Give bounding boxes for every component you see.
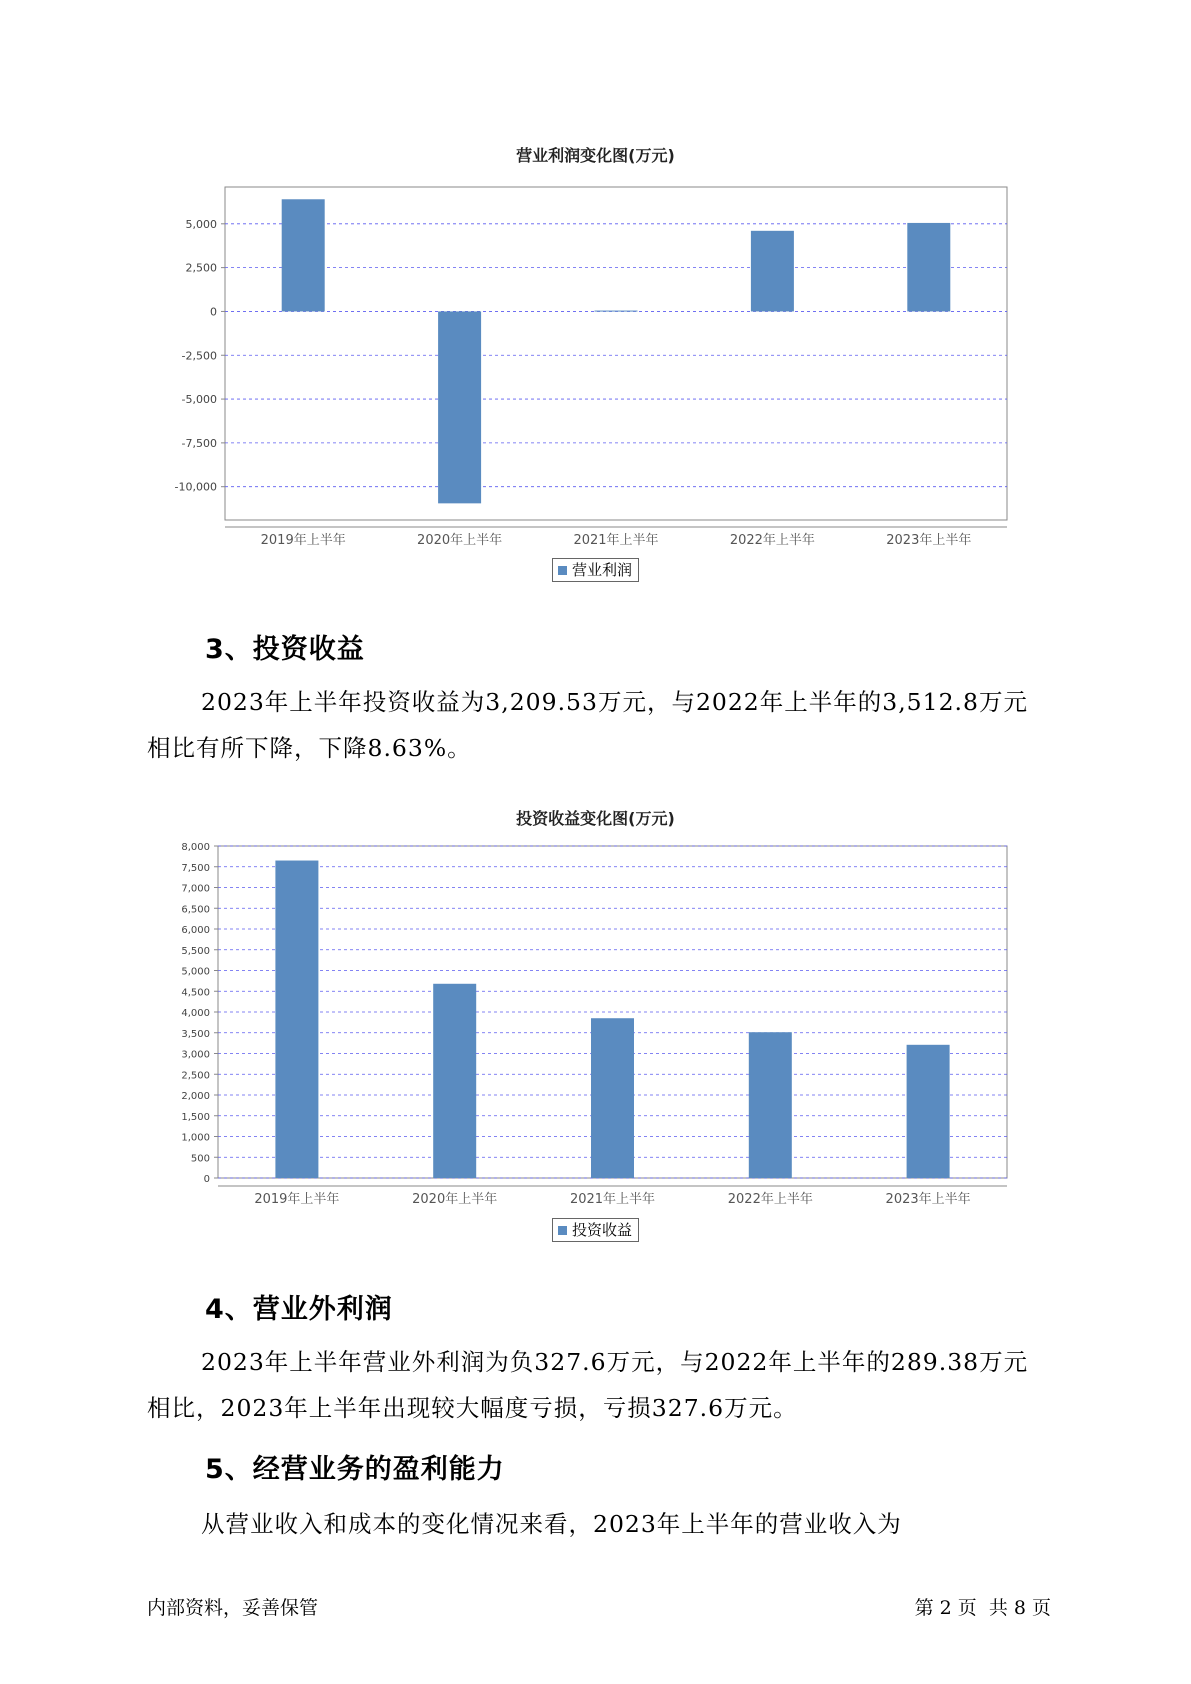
plot-area [225, 187, 1007, 520]
x-tick-label: 2020年上半年 [412, 1192, 498, 1207]
y-tick-label: 0 [210, 305, 217, 319]
y-tick-label: 2,000 [181, 1091, 210, 1102]
y-tick-label: 5,000 [181, 966, 210, 978]
y-tick-label: -2,500 [181, 349, 217, 363]
chart1-title: 营业利润变化图(万元) [516, 146, 675, 165]
y-tick-label: 6,000 [181, 925, 210, 936]
y-tick-label: 4,000 [181, 1008, 210, 1019]
chart1-legend [552, 558, 639, 582]
bar-2022年上半年 [749, 1032, 792, 1178]
y-tick-label: -10,000 [174, 480, 217, 494]
x-tick-label: 2019年上半年 [254, 1192, 340, 1207]
y-tick-label: 2,500 [185, 261, 217, 275]
bar-2019年上半年 [282, 199, 325, 311]
y-tick-label: 3,000 [181, 1049, 210, 1061]
section4-heading: 4、营业外利润 [205, 1294, 393, 1325]
x-tick-label: 2023年上半年 [885, 1192, 971, 1207]
bar-2023年上半年 [907, 223, 950, 312]
chart1-operating-profit [0, 170, 1191, 548]
chart2-title: 投资收益变化图(万元) [516, 809, 675, 828]
bar-2019年上半年 [275, 861, 318, 1178]
y-tick-label: 5,000 [185, 217, 217, 231]
y-tick-label: 0 [203, 1174, 210, 1185]
y-tick-label: 1,000 [181, 1132, 210, 1144]
x-tick-label: 2022年上半年 [727, 1192, 813, 1207]
section4-paragraph: 2023年上半年营业外利润为负327.6万元，与2022年上半年的289.38万元相比，2023年上半年出现较大幅度亏损，亏损327.6万元。 [147, 1348, 1029, 1422]
section3-paragraph: 2023年上半年投资收益为3,209.53万元，与2022年上半年的3,512.8万元相比有所下降，下降8.63%。 [147, 688, 1028, 762]
footer-page-number: 第 2 页 共 8 页 [914, 1597, 1051, 1619]
x-tick-label: 2021年上半年 [573, 533, 659, 548]
legend-swatch [558, 566, 567, 575]
y-tick-label: 7,000 [181, 883, 210, 895]
chart1-legend-label: 营业利润 [572, 561, 633, 579]
legend-swatch [558, 1226, 567, 1235]
y-tick-label: 2,500 [181, 1070, 210, 1082]
y-tick-label: 4,500 [181, 987, 210, 999]
bar-2020年上半年 [433, 984, 476, 1178]
section5-paragraph: 从营业收入和成本的变化情况来看，2023年上半年的营业收入为 [201, 1510, 902, 1538]
bar-2022年上半年 [751, 231, 794, 312]
x-tick-label: 2023年上半年 [886, 533, 972, 548]
y-tick-label: 7,500 [181, 862, 210, 874]
x-tick-label: 2022年上半年 [729, 533, 815, 548]
y-tick-label: 500 [190, 1153, 210, 1165]
y-tick-label: -5,000 [181, 393, 217, 407]
x-tick-label: 2019年上半年 [260, 533, 346, 548]
bar-2021年上半年 [595, 311, 638, 312]
bar-2021年上半年 [591, 1018, 634, 1178]
x-tick-label: 2020年上半年 [417, 533, 503, 548]
section3-heading: 3、投资收益 [205, 634, 365, 665]
y-tick-label: 1,500 [181, 1111, 210, 1123]
y-tick-label: 8,000 [181, 842, 210, 853]
y-tick-label: -7,500 [181, 436, 217, 450]
footer-confidential: 内部资料，妥善保管 [147, 1597, 319, 1619]
chart2-legend-label: 投资收益 [572, 1221, 633, 1239]
y-tick-label: 6,500 [181, 904, 210, 916]
bar-2020年上半年 [438, 311, 481, 503]
chart2-legend [552, 1218, 639, 1242]
x-tick-label: 2021年上半年 [569, 1192, 656, 1207]
y-tick-label: 3,500 [181, 1028, 210, 1040]
bar-2023年上半年 [907, 1045, 950, 1178]
section5-heading: 5、经营业务的盈利能力 [205, 1454, 505, 1485]
y-tick-label: 5,500 [181, 945, 210, 957]
chart2-investment-income [0, 833, 1191, 1207]
